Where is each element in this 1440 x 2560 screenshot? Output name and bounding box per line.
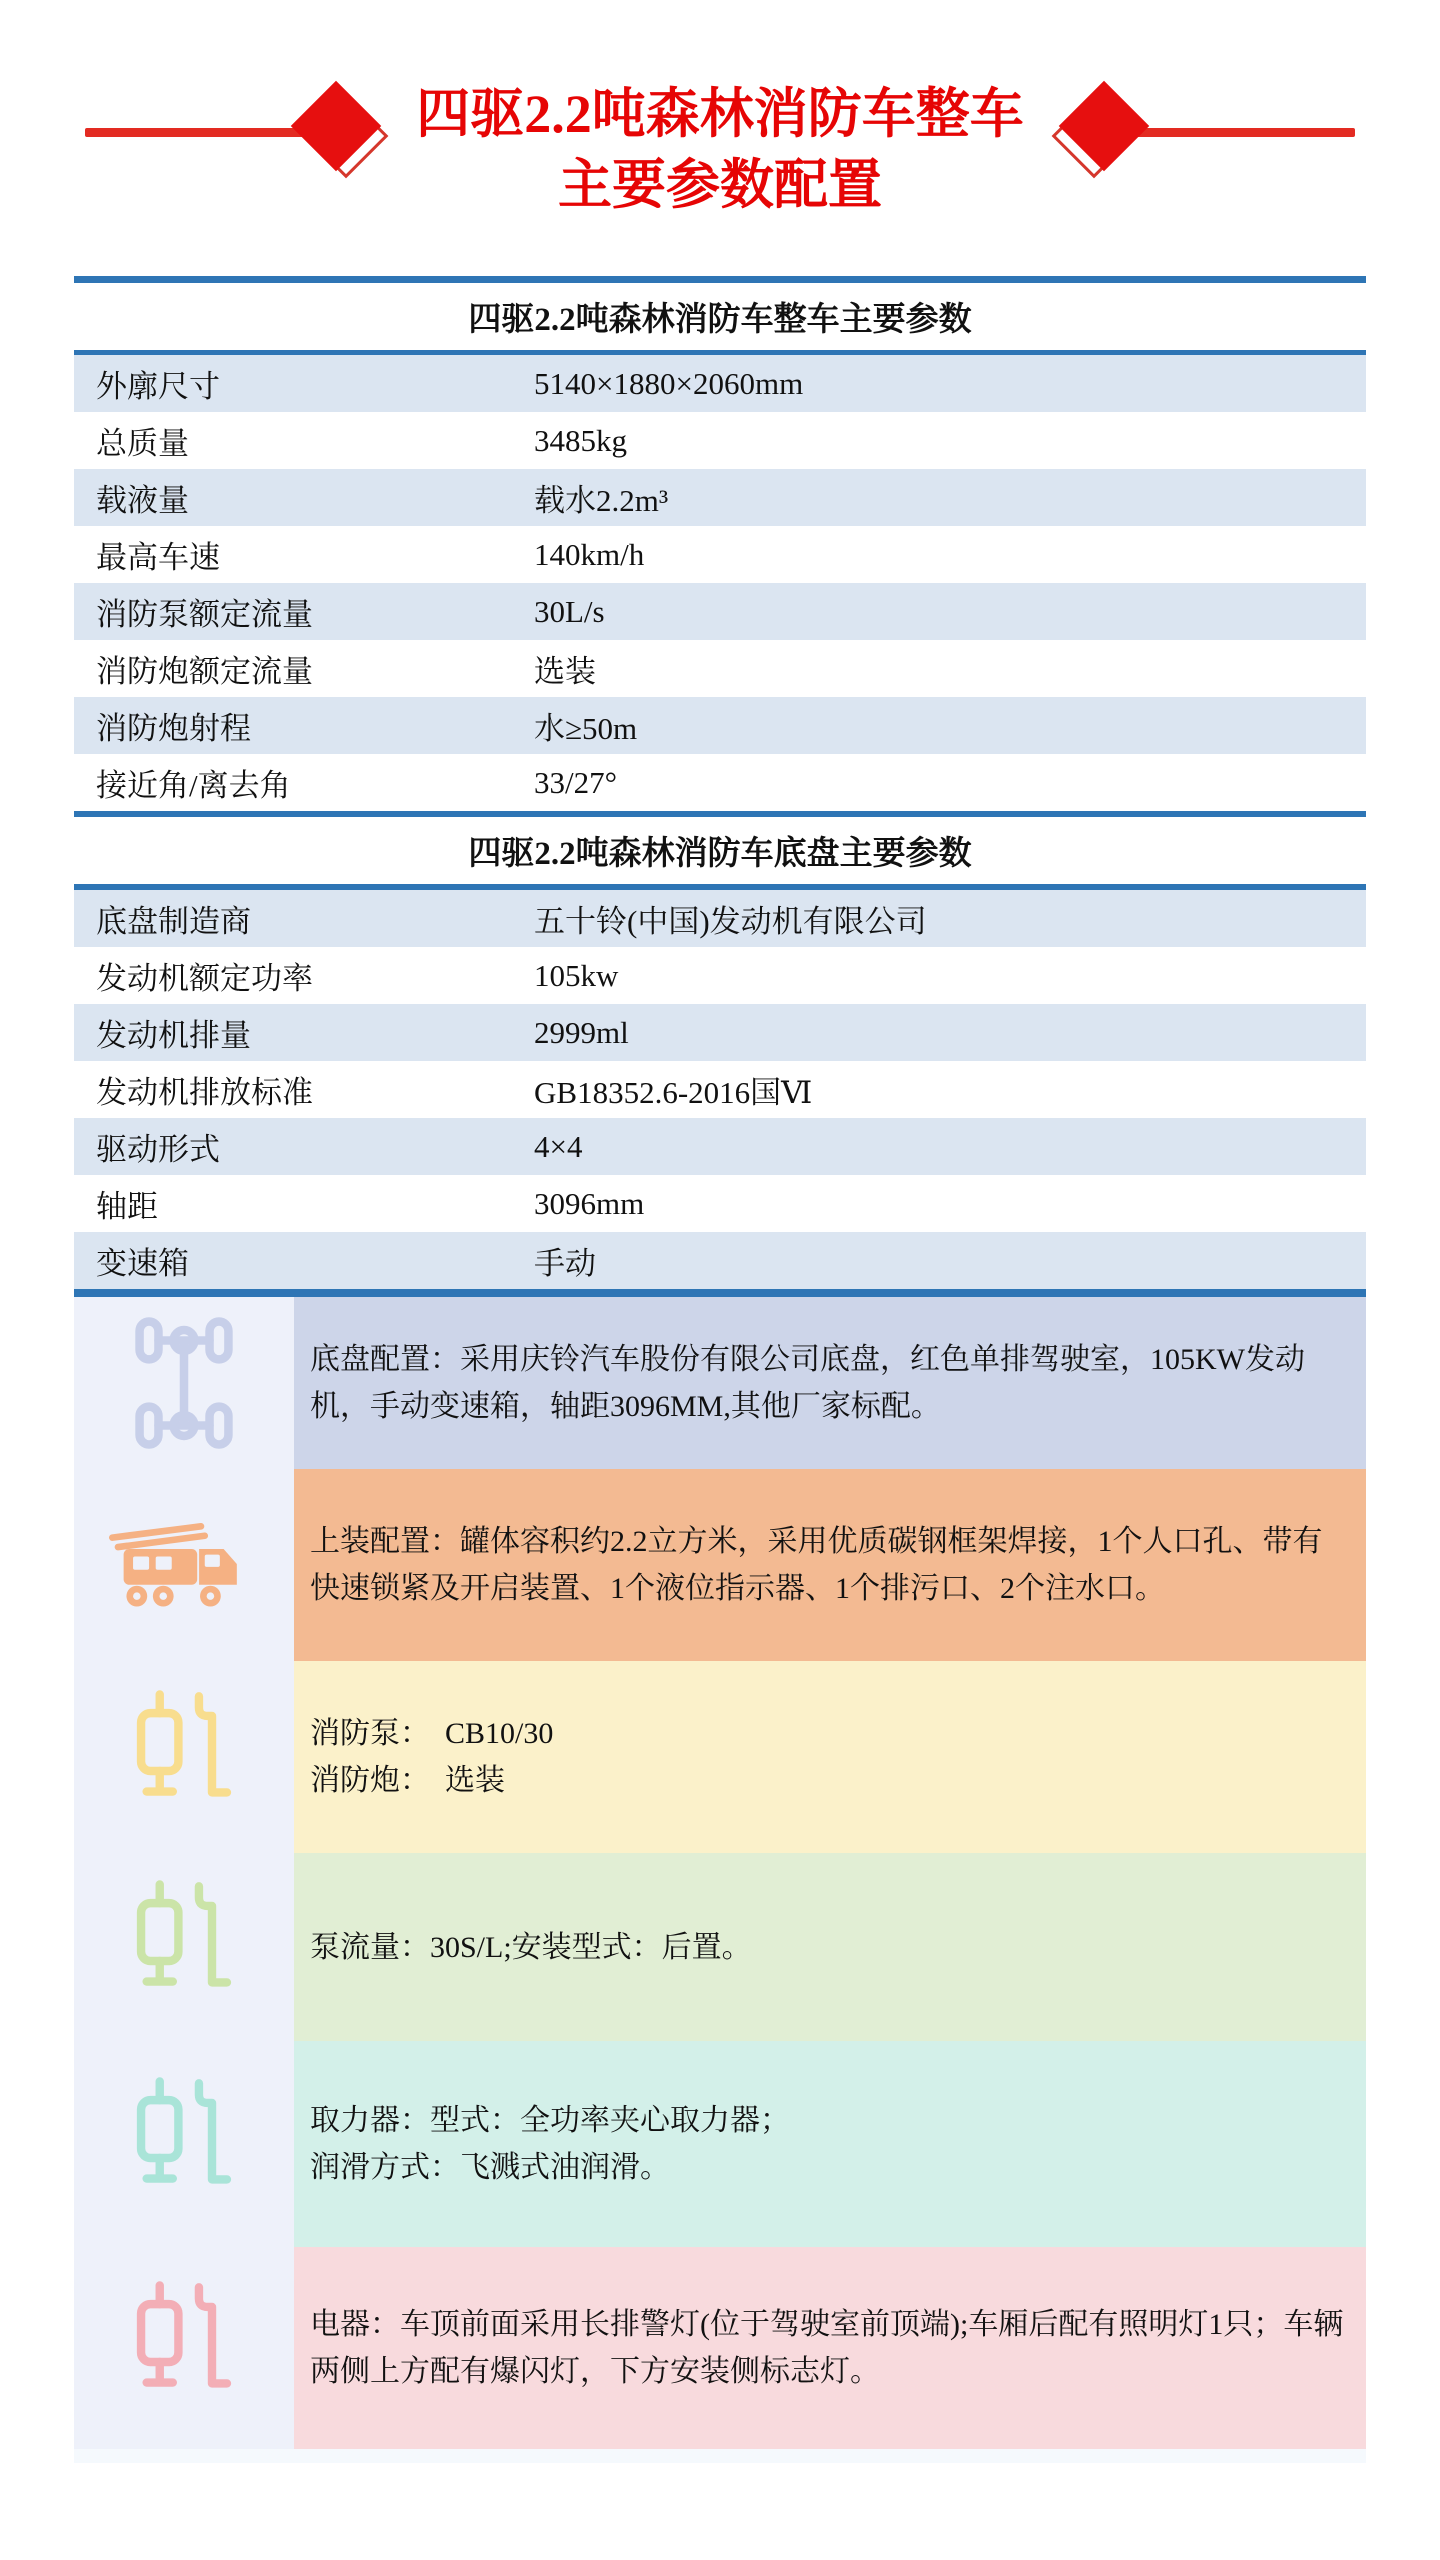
fire-pump-icon — [74, 2247, 294, 2449]
ornament-line — [1130, 128, 1355, 137]
page — [74, 0, 1366, 2463]
table-row: 底盘制造商 五十铃(中国)发动机有限公司 — [74, 890, 1366, 947]
chassis-icon — [74, 1297, 294, 1469]
page-title-line1: 四驱2.2吨森林消防车整车 — [416, 83, 1024, 144]
vehicle-table-title: 四驱2.2吨森林消防车整车主要参数 — [74, 276, 1366, 355]
header-ornament-right — [1050, 84, 1355, 180]
feature-text: 消防泵： CB10/30 消防炮： 选装 — [294, 1661, 1366, 1853]
fire-pump-icon — [74, 1853, 294, 2041]
feature-electrical — [74, 2247, 1366, 2449]
feature-body-config — [74, 1469, 1366, 1661]
table-row: 总质量 3485kg — [74, 412, 1366, 469]
table-row: 消防炮射程 水≥50m — [74, 697, 1366, 754]
table-row: 消防炮额定流量 选装 — [74, 640, 1366, 697]
table-row: 驱动形式 4×4 — [74, 1118, 1366, 1175]
table-row: 消防泵额定流量 30L/s — [74, 583, 1366, 640]
page-header — [74, 50, 1366, 250]
vehicle-table — [74, 355, 1366, 811]
fire-truck-icon — [74, 1469, 294, 1661]
table-row: 发动机排放标准 GB18352.6-2016国Ⅵ — [74, 1061, 1366, 1118]
header-ornament-left — [85, 84, 390, 180]
footer-strip — [74, 2449, 1366, 2463]
feature-fire-pump — [74, 1661, 1366, 1853]
feature-text: 上装配置：罐体容积约2.2立方米，采用优质碳钢框架焊接，1个人口孔、带有快速锁紧及开启装置、1个液位指示器、1个排污口、2个注水口。 — [294, 1469, 1366, 1661]
table-row: 外廓尺寸 5140×1880×2060mm — [74, 355, 1366, 412]
feature-chassis-config — [74, 1297, 1366, 1469]
page-title-line2: 主要参数配置 — [558, 155, 882, 215]
fire-pump-icon — [74, 2041, 294, 2247]
diamond-icon — [1050, 84, 1146, 180]
feature-pump-flow — [74, 1853, 1366, 2041]
feature-text: 取力器：型式：全功率夹心取力器； 润滑方式：飞溅式油润滑。 — [294, 2041, 1366, 2247]
feature-text: 底盘配置：采用庆铃汽车股份有限公司底盘，红色单排驾驶室，105KW发动机，手动变速箱，轴距3096MM,其他厂家标配。 — [294, 1297, 1366, 1469]
table-row: 变速箱 手动 — [74, 1232, 1366, 1289]
page-title — [416, 79, 1024, 222]
feature-text: 电器：车顶前面采用长排警灯(位于驾驶室前顶端);车厢后配有照明灯1只；车辆两侧上方配有爆闪灯，下方安装侧标志灯。 — [294, 2247, 1366, 2449]
table-row: 接近角/离去角 33/27° — [74, 754, 1366, 811]
fire-pump-icon — [74, 1661, 294, 1853]
table-row: 发动机排量 2999ml — [74, 1004, 1366, 1061]
chassis-table — [74, 890, 1366, 1297]
ornament-line — [85, 128, 310, 137]
table-row: 最高车速 140km/h — [74, 526, 1366, 583]
diamond-icon — [294, 84, 390, 180]
feature-text: 泵流量：30S/L;安装型式：后置。 — [294, 1853, 1366, 2041]
table-row: 轴距 3096mm — [74, 1175, 1366, 1232]
table-row: 发动机额定功率 105kw — [74, 947, 1366, 1004]
feature-pto — [74, 2041, 1366, 2247]
table-row: 载液量 载水2.2m³ — [74, 469, 1366, 526]
chassis-table-title: 四驱2.2吨森林消防车底盘主要参数 — [74, 811, 1366, 890]
